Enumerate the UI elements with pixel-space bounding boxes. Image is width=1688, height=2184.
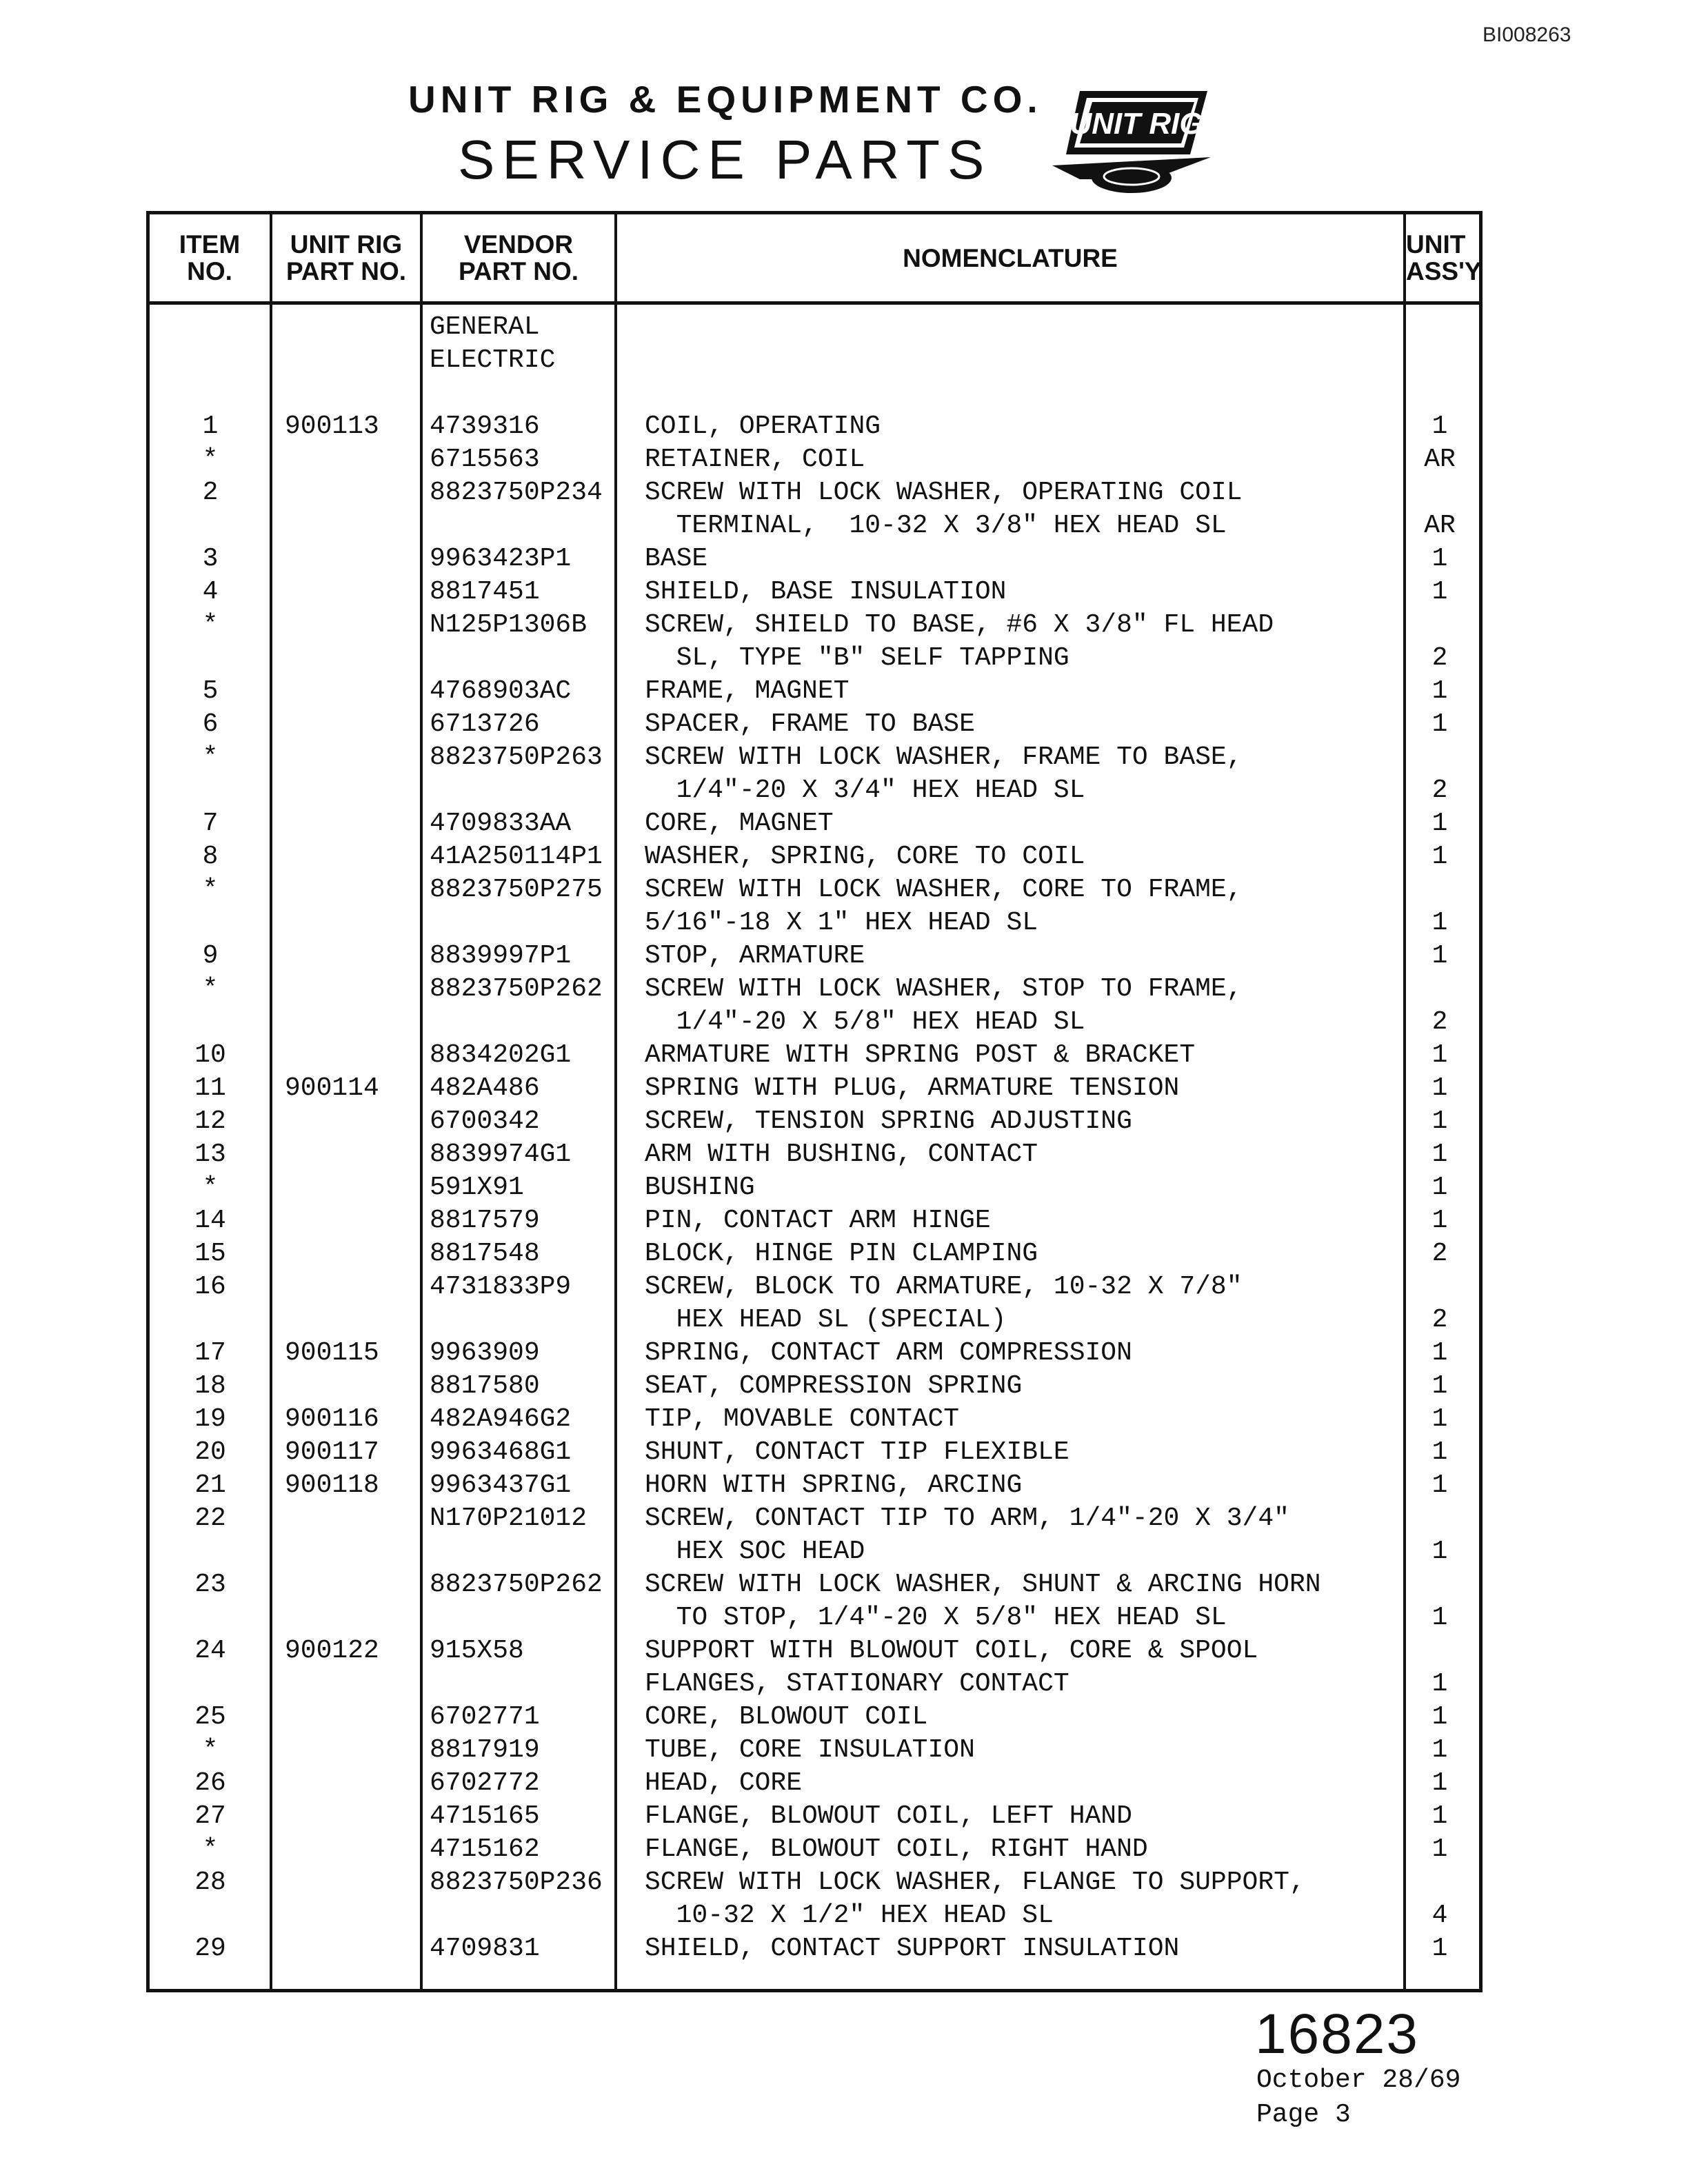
vendor-part-number: 8823750P234 [430, 478, 603, 507]
vendor-part-number: 8823750P275 [430, 875, 603, 904]
unit-rig-part-number: 900122 [285, 1636, 379, 1666]
nomenclature-text: ARMATURE WITH SPRING POST & BRACKET [645, 1040, 1196, 1070]
document-date: October 28/69 [1256, 2065, 1461, 2095]
vendor-part-number: 6702771 [430, 1702, 540, 1732]
vendor-part-number: N170P21012 [430, 1504, 587, 1533]
vendor-part-number: N125P1306B [430, 610, 587, 640]
nomenclature-text: TIP, MOVABLE CONTACT [645, 1404, 960, 1434]
vendor-part-number: 8817580 [430, 1371, 540, 1401]
unit-assy-quantity: 1 [1431, 1437, 1448, 1467]
unit-rig-logo [1038, 83, 1225, 200]
nomenclature-text: 1/4"-20 X 5/8" HEX HEAD SL [645, 1007, 1085, 1037]
vendor-part-number: 482A946G2 [430, 1404, 572, 1434]
item-number: 23 [194, 1570, 226, 1599]
nomenclature-text: SEAT, COMPRESSION SPRING [645, 1371, 1023, 1401]
unit-assy-quantity: 2 [1431, 1007, 1448, 1037]
unit-assy-quantity: 1 [1431, 1206, 1448, 1235]
nomenclature-text: SCREW, BLOCK TO ARMATURE, 10-32 X 7/8" [645, 1272, 1243, 1302]
item-number: 11 [194, 1073, 226, 1103]
unit-assy-quantity: 1 [1431, 809, 1448, 838]
item-number: * [202, 974, 219, 1004]
vendor-part-number: 41A250114P1 [430, 842, 603, 871]
item-number: 20 [194, 1437, 226, 1467]
nomenclature-text: FRAME, MAGNET [645, 676, 850, 706]
vendor-part-number: 9963437G1 [430, 1470, 572, 1500]
vendor-part-number: 6702772 [430, 1768, 540, 1798]
item-number: 24 [194, 1636, 226, 1666]
unit-rig-part-number: 900118 [285, 1470, 379, 1500]
nomenclature-text: SCREW WITH LOCK WASHER, CORE TO FRAME, [645, 875, 1243, 904]
header-unit-assy: UNIT ASS'Y [1406, 230, 1482, 285]
vendor-part-number: 8823750P236 [430, 1868, 603, 1897]
item-number: * [202, 1173, 219, 1202]
nomenclature-text: CORE, MAGNET [645, 809, 834, 838]
unit-assy-quantity: 1 [1431, 1073, 1448, 1103]
item-number: 8 [202, 842, 219, 871]
nomenclature-text: COIL, OPERATING [645, 412, 881, 441]
vendor-part-number: 8817451 [430, 577, 540, 607]
header-vendor-part: VENDOR PART NO. [458, 230, 579, 285]
nomenclature-text: TO STOP, 1/4"-20 X 5/8" HEX HEAD SL [645, 1603, 1227, 1632]
header-item-no: ITEM NO. [179, 230, 241, 285]
item-number: * [202, 742, 219, 772]
unit-assy-quantity: 1 [1431, 1140, 1448, 1169]
unit-assy-quantity: 1 [1431, 1834, 1448, 1864]
unit-assy-quantity: 1 [1431, 1040, 1448, 1070]
vendor-part-number: 8823750P262 [430, 1570, 603, 1599]
item-number: 17 [194, 1338, 226, 1368]
header-unit-rig-part: UNIT RIG PART NO. [285, 230, 407, 285]
nomenclature-text: SL, TYPE "B" SELF TAPPING [645, 643, 1069, 673]
nomenclature-text: BLOCK, HINGE PIN CLAMPING [645, 1239, 1038, 1268]
item-number: 3 [202, 544, 219, 574]
nomenclature-text: TUBE, CORE INSULATION [645, 1735, 975, 1765]
unit-assy-quantity: 1 [1431, 577, 1448, 607]
unit-assy-quantity: 1 [1431, 1173, 1448, 1202]
vendor-name: ELECTRIC [430, 345, 556, 375]
item-number: 18 [194, 1371, 226, 1401]
nomenclature-text: 5/16"-18 X 1" HEX HEAD SL [645, 908, 1038, 938]
nomenclature-text: SCREW, CONTACT TIP TO ARM, 1/4"-20 X 3/4" [645, 1504, 1289, 1533]
item-number: 10 [194, 1040, 226, 1070]
unit-assy-quantity: 1 [1431, 941, 1448, 971]
item-number: 25 [194, 1702, 226, 1732]
nomenclature-text: HEX HEAD SL (SPECIAL) [645, 1305, 1007, 1335]
vendor-part-number: 915X58 [430, 1636, 524, 1666]
unit-assy-quantity: 1 [1431, 1537, 1448, 1566]
vendor-part-number: 8839974G1 [430, 1140, 572, 1169]
document-id: BI008263 [1483, 23, 1571, 46]
nomenclature-text: FLANGE, BLOWOUT COIL, LEFT HAND [645, 1801, 1132, 1831]
item-number: 16 [194, 1272, 226, 1302]
vendor-part-number: 9963468G1 [430, 1437, 572, 1467]
nomenclature-text: SHIELD, CONTACT SUPPORT INSULATION [645, 1934, 1180, 1963]
nomenclature-text: 10-32 X 1/2" HEX HEAD SL [645, 1901, 1054, 1930]
unit-assy-quantity: 2 [1431, 1305, 1448, 1335]
item-number: * [202, 1735, 219, 1765]
vendor-part-number: 4715162 [430, 1834, 540, 1864]
nomenclature-text: TERMINAL, 10-32 X 3/8" HEX HEAD SL [645, 511, 1227, 540]
unit-assy-quantity: 1 [1431, 1768, 1448, 1798]
unit-assy-quantity: 1 [1431, 1669, 1448, 1699]
vendor-part-number: 8817548 [430, 1239, 540, 1268]
nomenclature-text: RETAINER, COIL [645, 445, 865, 474]
column-divider [420, 214, 423, 1989]
nomenclature-text: PIN, CONTACT ARM HINGE [645, 1206, 991, 1235]
nomenclature-text: HORN WITH SPRING, ARCING [645, 1470, 1023, 1500]
document-number: 16823 [1255, 2003, 1420, 2065]
nomenclature-text: SCREW WITH LOCK WASHER, OPERATING COIL [645, 478, 1243, 507]
vendor-part-number: 591X91 [430, 1173, 524, 1202]
item-number: 15 [194, 1239, 226, 1268]
item-number: 14 [194, 1206, 226, 1235]
nomenclature-text: SPRING, CONTACT ARM COMPRESSION [645, 1338, 1132, 1368]
unit-assy-quantity: 1 [1431, 908, 1448, 938]
vendor-part-number: 6715563 [430, 445, 540, 474]
unit-assy-quantity: 1 [1431, 842, 1448, 871]
unit-assy-quantity: 1 [1431, 1338, 1448, 1368]
nomenclature-text: HEX SOC HEAD [645, 1537, 865, 1566]
item-number: 4 [202, 577, 219, 607]
item-number: 22 [194, 1504, 226, 1533]
vendor-name: GENERAL [430, 312, 540, 342]
nomenclature-text: WASHER, SPRING, CORE TO COIL [645, 842, 1085, 871]
unit-assy-quantity: 2 [1431, 643, 1448, 673]
vendor-part-number: 8823750P262 [430, 974, 603, 1004]
item-number: 29 [194, 1934, 226, 1963]
nomenclature-text: STOP, ARMATURE [645, 941, 865, 971]
item-number: 6 [202, 709, 219, 739]
nomenclature-text: CORE, BLOWOUT COIL [645, 1702, 928, 1732]
unit-assy-quantity: 1 [1431, 1702, 1448, 1732]
unit-rig-part-number: 900116 [285, 1404, 379, 1434]
vendor-part-number: 4768903AC [430, 676, 572, 706]
nomenclature-text: SCREW WITH LOCK WASHER, FLANGE TO SUPPORT, [645, 1868, 1305, 1897]
unit-rig-part-number: 900114 [285, 1073, 379, 1103]
unit-assy-quantity: 1 [1431, 1934, 1448, 1963]
item-number: 13 [194, 1140, 226, 1169]
unit-assy-quantity: 1 [1431, 1801, 1448, 1831]
item-number: 1 [202, 412, 219, 441]
nomenclature-text: FLANGES, STATIONARY CONTACT [645, 1669, 1069, 1699]
header-nomenclature: NOMENCLATURE [903, 243, 1118, 272]
nomenclature-text: ARM WITH BUSHING, CONTACT [645, 1140, 1038, 1169]
unit-rig-part-number: 900115 [285, 1338, 379, 1368]
unit-assy-quantity: 1 [1431, 544, 1448, 574]
vendor-part-number: 8823750P263 [430, 742, 603, 772]
unit-assy-quantity: 4 [1431, 1901, 1448, 1930]
unit-assy-quantity: 1 [1431, 412, 1448, 441]
nomenclature-text: SCREW WITH LOCK WASHER, STOP TO FRAME, [645, 974, 1243, 1004]
vendor-part-number: 8817919 [430, 1735, 540, 1765]
column-divider [614, 214, 617, 1989]
nomenclature-text: BASE [645, 544, 708, 574]
item-number: 27 [194, 1801, 226, 1831]
item-number: 21 [194, 1470, 226, 1500]
nomenclature-text: SCREW WITH LOCK WASHER, SHUNT & ARCING HORN [645, 1570, 1321, 1599]
vendor-part-number: 4731833P9 [430, 1272, 572, 1302]
unit-assy-quantity: 1 [1431, 1735, 1448, 1765]
logo-text: UNIT RIG [1069, 107, 1203, 141]
item-number: 12 [194, 1106, 226, 1136]
item-number: 2 [202, 478, 219, 507]
nomenclature-text: SHUNT, CONTACT TIP FLEXIBLE [645, 1437, 1069, 1467]
nomenclature-text: BUSHING [645, 1173, 755, 1202]
nomenclature-text: SPACER, FRAME TO BASE [645, 709, 975, 739]
unit-assy-quantity: 1 [1431, 1470, 1448, 1500]
nomenclature-text: SUPPORT WITH BLOWOUT COIL, CORE & SPOOL [645, 1636, 1258, 1666]
company-name: UNIT RIG & EQUIPMENT CO. [408, 78, 1043, 121]
nomenclature-text: FLANGE, BLOWOUT COIL, RIGHT HAND [645, 1834, 1148, 1864]
unit-assy-quantity: AR [1424, 511, 1456, 540]
item-number: 19 [194, 1404, 226, 1434]
unit-rig-part-number: 900117 [285, 1437, 379, 1467]
vendor-part-number: 4739316 [430, 412, 540, 441]
item-number: * [202, 445, 219, 474]
unit-assy-quantity: 1 [1431, 709, 1448, 739]
vendor-part-number: 6700342 [430, 1106, 540, 1136]
unit-assy-quantity: 2 [1431, 1239, 1448, 1268]
item-number: 7 [202, 809, 219, 838]
vendor-part-number: 9963423P1 [430, 544, 572, 574]
nomenclature-text: 1/4"-20 X 3/4" HEX HEAD SL [645, 776, 1085, 805]
vendor-part-number: 8817579 [430, 1206, 540, 1235]
nomenclature-text: SHIELD, BASE INSULATION [645, 577, 1007, 607]
vendor-part-number: 8839997P1 [430, 941, 572, 971]
item-number: 5 [202, 676, 219, 706]
unit-assy-quantity: 1 [1431, 1106, 1448, 1136]
page-number: Page 3 [1256, 2100, 1351, 2130]
vendor-part-number: 4709833AA [430, 809, 572, 838]
nomenclature-text: SCREW, TENSION SPRING ADJUSTING [645, 1106, 1132, 1136]
unit-assy-quantity: 1 [1431, 1404, 1448, 1434]
item-number: * [202, 610, 219, 640]
item-number: 28 [194, 1868, 226, 1897]
unit-rig-part-number: 900113 [285, 412, 379, 441]
nomenclature-text: SPRING WITH PLUG, ARMATURE TENSION [645, 1073, 1180, 1103]
nomenclature-text: HEAD, CORE [645, 1768, 803, 1798]
unit-assy-quantity: 1 [1431, 1603, 1448, 1632]
unit-assy-quantity: 1 [1431, 676, 1448, 706]
unit-assy-quantity: 2 [1431, 776, 1448, 805]
unit-assy-quantity: AR [1424, 445, 1456, 474]
parts-table [146, 211, 1483, 1992]
page-title: SERVICE PARTS [458, 129, 992, 190]
vendor-part-number: 4715165 [430, 1801, 540, 1831]
item-number: 9 [202, 941, 219, 971]
nomenclature-text: SCREW, SHIELD TO BASE, #6 X 3/8" FL HEAD [645, 610, 1274, 640]
vendor-part-number: 4709831 [430, 1934, 540, 1963]
vendor-part-number: 8834202G1 [430, 1040, 572, 1070]
item-number: 26 [194, 1768, 226, 1798]
vendor-part-number: 6713726 [430, 709, 540, 739]
nomenclature-text: SCREW WITH LOCK WASHER, FRAME TO BASE, [645, 742, 1243, 772]
vendor-part-number: 482A486 [430, 1073, 540, 1103]
item-number: * [202, 1834, 219, 1864]
unit-assy-quantity: 1 [1431, 1371, 1448, 1401]
vendor-part-number: 9963909 [430, 1338, 540, 1368]
item-number: * [202, 875, 219, 904]
header-divider [150, 301, 1479, 305]
